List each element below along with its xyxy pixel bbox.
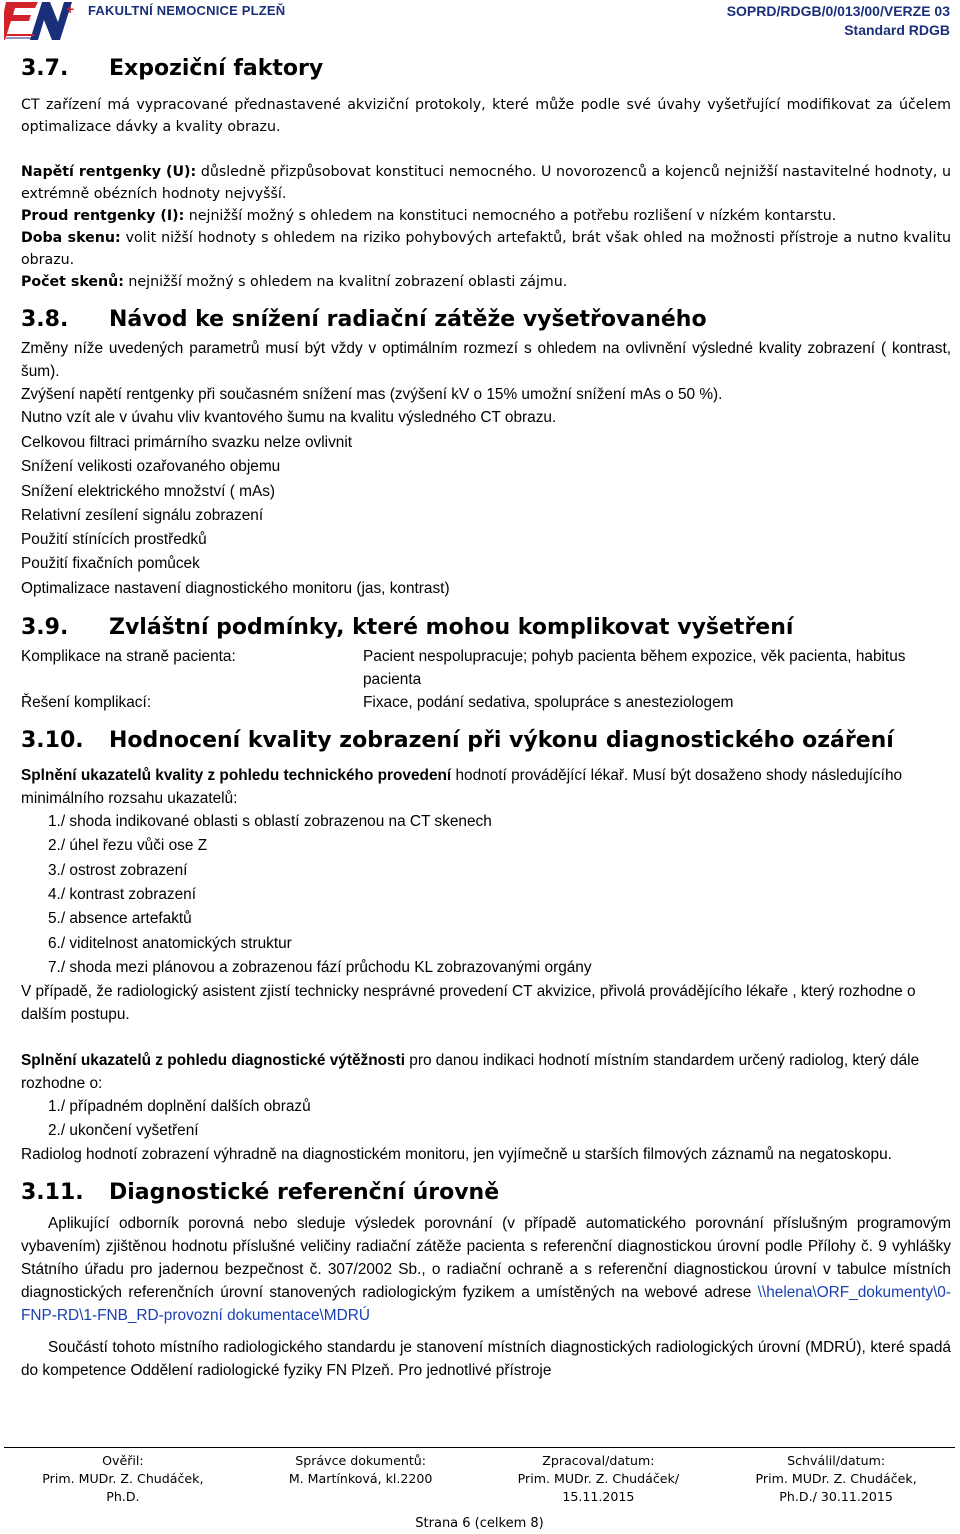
section-number: 3.10. [21,728,84,754]
list-item: Optimalizace nastavení diagnostického monitoru (jas, kontrast) [21,579,450,597]
paragraph [21,1049,951,1095]
document-body [21,52,951,1382]
section-number: 3.9. [21,615,69,641]
list-item: 3./ ostrost zobrazení [48,861,188,879]
drl-network-link[interactable]: \\helena\ORF_dokumenty\0-FNP-RD\1-FNB_RD-provozní dokumentace\MDRÚ [21,1284,951,1325]
list-item: Použití fixačních pomůcek [21,555,200,573]
section-heading-3-8 [21,303,951,337]
hospital-logo [4,2,80,42]
doc-code-line: SOPRD/RDGB/0/013/00/VERZE 03 [726,3,950,19]
footer-name: M. Martínková, kl.2200 [288,1471,433,1486]
footer-doc-manager [242,1448,480,1506]
hospital-name: FAKULTNÍ NEMOCNICE PLZEŇ [88,3,286,18]
technical-indicators-list [21,810,951,980]
paragraph: Nutno vzít ale v úvahu vliv kvantového šumu na kvalitu výsledného CT obrazu. [21,409,557,426]
term-text: nejnižší možný s ohledem na kvalitní zobrazení oblasti zájmu. [123,274,568,290]
term-text: pro danou indikaci hodnotí místním standardem určený radiolog, který dále rozhodne o: [21,1052,920,1093]
diagnostic-indicators-list [21,1095,951,1143]
solution-value: Fixace, podání sedativa, spolupráce s anesteziologem [363,694,734,712]
page-header [0,0,960,44]
paragraph [21,227,951,271]
term-text: hodnotí provádějící lékař. Musí být dosaženo shody následujícího minimálního rozsahu ukazatelů: [21,767,903,808]
section-number: 3.8. [21,307,69,332]
paragraph: Změny níže uvedených parametrů musí být vždy v optimálním rozmezí s ohledem na ovlivnění výsledné kvality zobrazení ( kontrast, šum). [21,340,951,380]
complication-label: Komplikace na straně pacienta: [21,648,236,666]
paragraph [21,764,951,810]
section-title: Hodnocení kvality zobrazení při výkonu diagnostického ozáření [109,728,894,754]
list-item: 1./ shoda indikované oblasti s oblastí zobrazenou na CT skenech [48,813,492,831]
footer-name: Prim. MUDr. Z. Chudáček, [42,1471,204,1486]
section-title: Diagnostické referenční úrovně [109,1180,500,1206]
footer-name: Prim. MUDr. Z. Chudáček, [755,1471,917,1486]
paragraph: CT zařízení má vypracované přednastavené akviziční protokoly, které může podle své úvahy vyšetřující modifikovat za účelem optimalizace dávky a kvality obrazu. [21,97,951,135]
section-title: Návod ke snížení radiační zátěže vyšetřovaného [109,307,707,332]
paragraph: Součástí tohoto místního radiologického standardu je stanovení místních diagnostických radiologických úrovní (MDRÚ), které spadá do kompetence Oddělení radiologické fyziky FN Plzeň. Pro jednotlivé přístroje [21,1339,951,1380]
term-label: Napětí rentgenky (U): [21,164,197,180]
footer-label: Ověřil: [102,1453,144,1468]
page-footer [4,1447,955,1531]
complication-row [21,645,951,691]
section-heading-3-9 [21,611,951,645]
doc-type-line: Standard RDGB [844,22,950,38]
list-item: Snížení velikosti ozařovaného objemu [21,458,281,476]
section-title: Zvláštní podmínky, které mohou komplikovat vyšetření [109,615,794,641]
section-title: Expoziční faktory [109,56,324,81]
footer-approved [717,1448,955,1506]
footer-label: Schválil/datum: [787,1453,886,1468]
section-number: 3.7. [21,56,69,81]
section-3-7-body [21,86,951,293]
paragraph [21,205,951,227]
list-item: 2./ ukončení vyšetření [48,1122,199,1140]
section-number: 3.11. [21,1180,84,1206]
term-label: Splnění ukazatelů z pohledu diagnostické výtěžnosti [21,1052,405,1070]
reduction-list [21,431,951,601]
term-label: Počet skenů: [21,274,124,290]
term-label: Proud rentgenky (I): [21,208,185,224]
page-number: Strana 6 (celkem 8) [415,1516,544,1531]
list-item: 5./ absence artefaktů [48,910,192,928]
footer-prepared [480,1448,718,1506]
paragraph [21,161,951,205]
term-label: Doba skenu: [21,230,121,246]
document-code [727,2,950,40]
drl-text: Aplikující odborník porovná nebo sleduje výsledek porovnání (v případě automatického porovnání příslušným programovým vybavením) zjištěnou hodnotu příslušné veličiny radiační zátěže pacienta s referenční diagnostickou úrovní podle Přílohy č. 9 vyhlášky Státního úřadu pro jadernou bezpečnost č. 307/2002 Sb., o radiační ochraně a s referenční diagnostickou úrovní v tabulce místních diagnostických referenčních úrovní stanovených radiologickým fyzikem a umístěných na webové adrese [21,1215,951,1302]
footer-label: Správce dokumentů: [295,1453,426,1468]
term-text: volit nižší hodnoty s ohledem na riziko pohybových artefaktů, brát však ohled na možnosti přístroje a nutno kvalitu obrazu. [21,230,951,268]
footer-label: Zpracoval/datum: [542,1453,655,1468]
svg-text:+: + [66,2,75,17]
section-heading-3-7 [21,52,951,86]
list-item: 7./ shoda mezi plánovou a zobrazenou fází průchodu KL zobrazovanými orgány [48,958,592,976]
term-text: důsledně přizpůsobovat konstituci nemocného. U novorozenců a kojenců nejnižší nastavitelné hodnoty, u extrémně obézních hodnoty nejvyšší. [21,164,951,202]
term-label: Splnění ukazatelů kvality z pohledu technického provedení [21,767,452,785]
list-item: 6./ viditelnost anatomických struktur [48,934,292,952]
paragraph: V případě, že radiologický asistent zjistí technicky nesprávné provedení CT akvizice, přivolá provádějícího lékaře , který rozhodne o dalším postupu. [21,983,916,1024]
list-item: 4./ kontrast zobrazení [48,885,196,903]
paragraph [21,271,951,293]
paragraph: Zvýšení napětí rentgenky při současném snížení mas (zvýšení kV o 15% umožní snížení mAs o 50 %). [21,386,723,403]
footer-verified [4,1448,242,1506]
paragraph: Radiolog hodnotí zobrazení výhradně na diagnostickém monitoru, jen vyjímečně u starších filmových záznamů na negatoskopu. [21,1146,892,1164]
footer-name: Prim. MUDr. Z. Chudáček/ [517,1471,680,1486]
list-item: Celkovou filtraci primárního svazku nelze ovlivnit [21,434,353,451]
section-heading-3-10 [21,724,951,758]
solution-label: Řešení komplikací: [21,694,152,712]
footer-extra: Ph.D./ 30.11.2015 [779,1489,893,1504]
list-item: Relativní zesílení signálu zobrazení [21,506,264,524]
list-item: Snížení elektrického množství ( mAs) [21,482,276,500]
section-heading-3-11 [21,1176,951,1210]
footer-extra: Ph.D. [106,1489,140,1504]
footer-extra: 15.11.2015 [562,1489,635,1504]
solution-row [21,691,951,714]
list-item: Použití stínících prostředků [21,531,207,549]
term-text: nejnižší možný s ohledem na konstituci nemocného a potřebu rozlišení v nízkém kontarstu. [184,208,837,224]
list-item: 2./ úhel řezu vůči ose Z [48,837,208,855]
paragraph [21,1212,951,1327]
list-item: 1./ případném doplnění dalších obrazů [48,1098,311,1116]
complication-value: Pacient nespolupracuje; pohyb pacienta během expozice, věk pacienta, habitus pacienta [363,648,906,689]
